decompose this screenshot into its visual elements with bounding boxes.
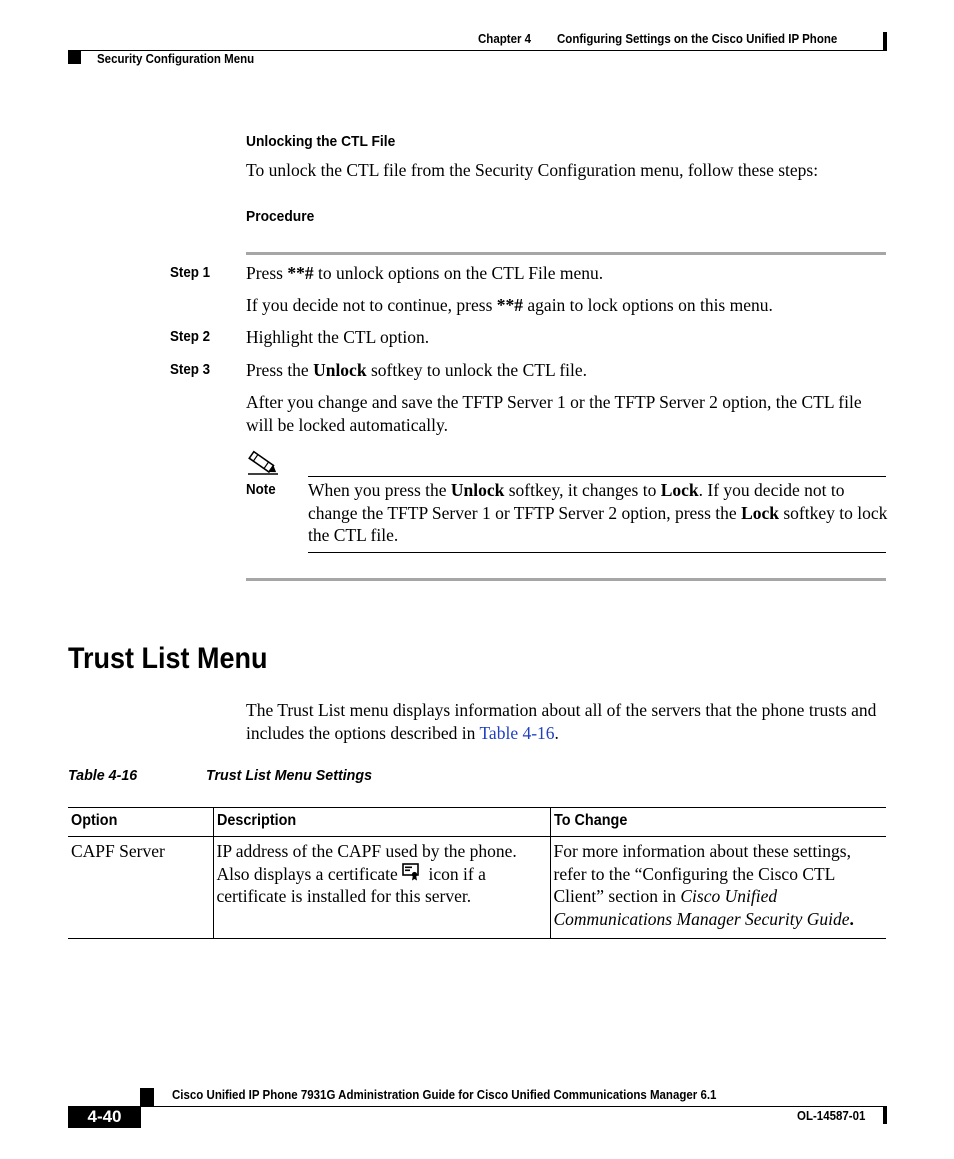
procedure-top-rule [246, 252, 886, 255]
footer-rule [140, 1106, 887, 1107]
table-number: Table 4-16 [68, 767, 138, 784]
description-cell: IP address of the CAPF used by the phone. Also displays a certificate icon if a certificate is installed for this server. [213, 837, 550, 939]
note-label: Note [246, 482, 276, 498]
header-chapter-title: Configuring Settings on the Cisco Unified IP Phone [557, 32, 838, 46]
procedure-bottom-rule [246, 578, 886, 581]
header-bar [883, 32, 887, 50]
column-header: Option [68, 808, 213, 837]
column-header: Description [213, 808, 550, 837]
step-label: Step 1 [170, 265, 211, 281]
table-row [68, 837, 886, 939]
header-rule [68, 50, 887, 51]
step-detail: If you decide not to continue, press **# again to lock options on this menu. [246, 295, 773, 315]
note-text: When you press the Unlock softkey, it changes to Lock. If you decide not to change the TFTP Server 1 or TFTP Server 2 option, press the Lock softkey to lock the CTL file. [308, 480, 888, 545]
page-title: Trust List Menu [68, 642, 268, 675]
section-heading: Unlocking the CTL File [246, 133, 396, 150]
table-header-row [68, 808, 886, 837]
step-label: Step 2 [170, 329, 211, 345]
procedure-label: Procedure [246, 208, 315, 225]
step-text: Highlight the CTL option. [246, 327, 430, 347]
change-cell: For more information about these settings, refer to the “Configuring the Cisco CTL Client” section in Cisco Unified Communications Manager Security Guide. [550, 837, 886, 939]
step-label: Step 3 [170, 362, 211, 378]
header-chapter: Chapter 4 [478, 32, 532, 46]
table-link[interactable]: Table 4-16 [479, 722, 555, 743]
settings-table [68, 807, 886, 939]
footer-bar-right [883, 1106, 887, 1124]
footer-bar-left [140, 1088, 154, 1106]
table-title: Trust List Menu Settings [206, 767, 372, 784]
pencil-note-icon [246, 450, 280, 476]
step-detail: After you change and save the TFTP Server 1 or the TFTP Server 2 option, the CTL file will be locked automatically. [246, 392, 862, 435]
section-intro: To unlock the CTL file from the Security Configuration menu, follow these steps: [246, 160, 819, 180]
trust-intro: The Trust List menu displays information about all of the servers that the phone trusts and includes the options described in Table 4-16. [246, 700, 877, 743]
column-header: To Change [550, 808, 886, 837]
footer-title: Cisco Unified IP Phone 7931G Administration Guide for Cisco Unified Communications Manager 6.1 [172, 1088, 717, 1102]
step-text: Press the Unlock softkey to unlock the CTL file. [246, 360, 588, 380]
note-bottom-rule [308, 552, 886, 553]
note-top-rule [308, 476, 886, 477]
doc-id: OL-14587-01 [797, 1109, 866, 1123]
page-number: 4-40 [87, 1107, 122, 1126]
option-cell: CAPF Server [68, 837, 213, 939]
header-section-marker [68, 51, 81, 64]
certificate-icon [402, 863, 420, 881]
header-section: Security Configuration Menu [97, 52, 255, 66]
step-text: Press **# to unlock options on the CTL File menu. [246, 263, 604, 283]
